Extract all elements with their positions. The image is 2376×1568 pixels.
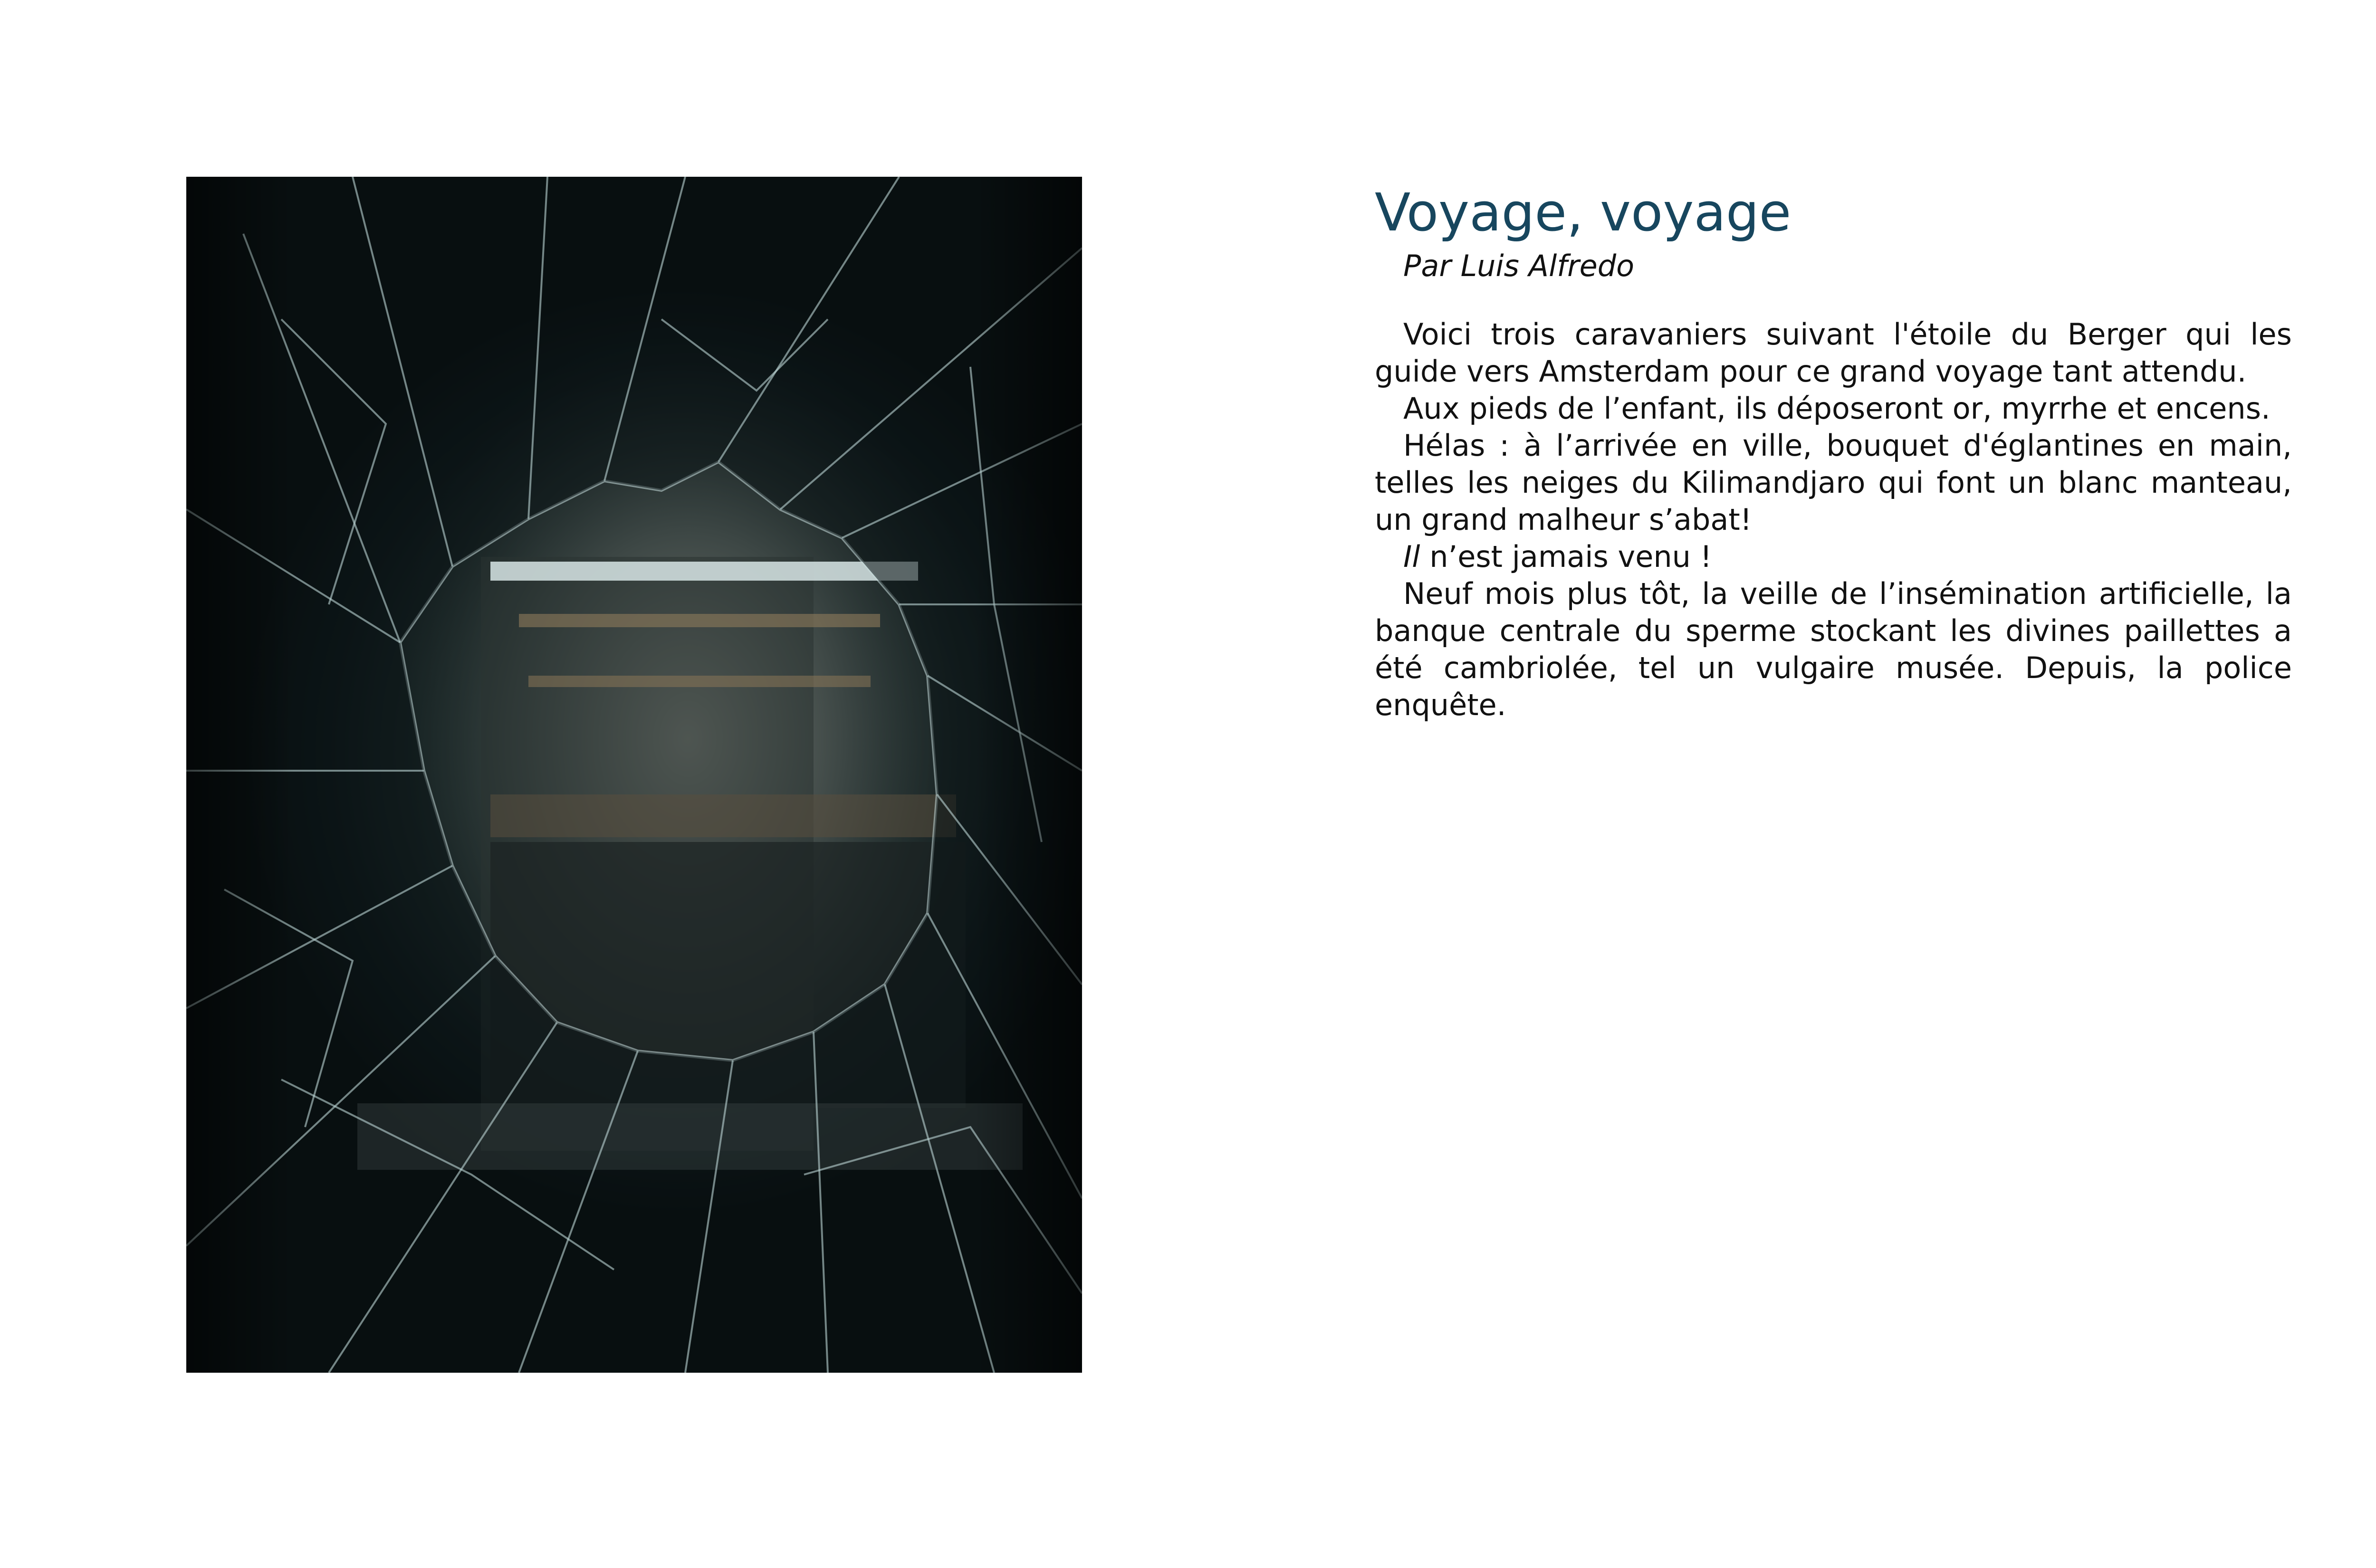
story-paragraph: [1375, 538, 2292, 575]
story-paragraph: Aux pieds de l’enfant, ils déposeront or, myrrhe et encens.: [1403, 391, 2271, 426]
shattered-window-illustration: [186, 177, 1082, 1373]
story-paragraph: Neuf mois plus tôt, la veille de l’insémination artificielle, la banque centrale du sperme stockant les divines paillettes a été cambriolée, tel un vulgaire musée. Depuis, la police enquête.: [1375, 576, 2292, 722]
story-paragraph: Hélas : à l’arrivée en ville, bouquet d'églantines en main, telles les neiges du Kilimandjaro qui font un blanc manteau, un grand malheur s’abat!: [1375, 428, 2292, 537]
emphasized-word: Il: [1403, 539, 1420, 574]
story-paragraph: Voici trois caravaniers suivant l'étoile du Berger qui les guide vers Amsterdam pour ce grand voyage tant attendu.: [1375, 317, 2292, 389]
story-title: Voyage, voyage: [1375, 182, 1792, 243]
broken-glass-photo: [186, 177, 1082, 1373]
paragraph-text: n’est jamais venu !: [1420, 539, 1712, 574]
story-byline: Par Luis Alfredo: [1403, 249, 1635, 283]
story-body: [1375, 316, 2292, 724]
